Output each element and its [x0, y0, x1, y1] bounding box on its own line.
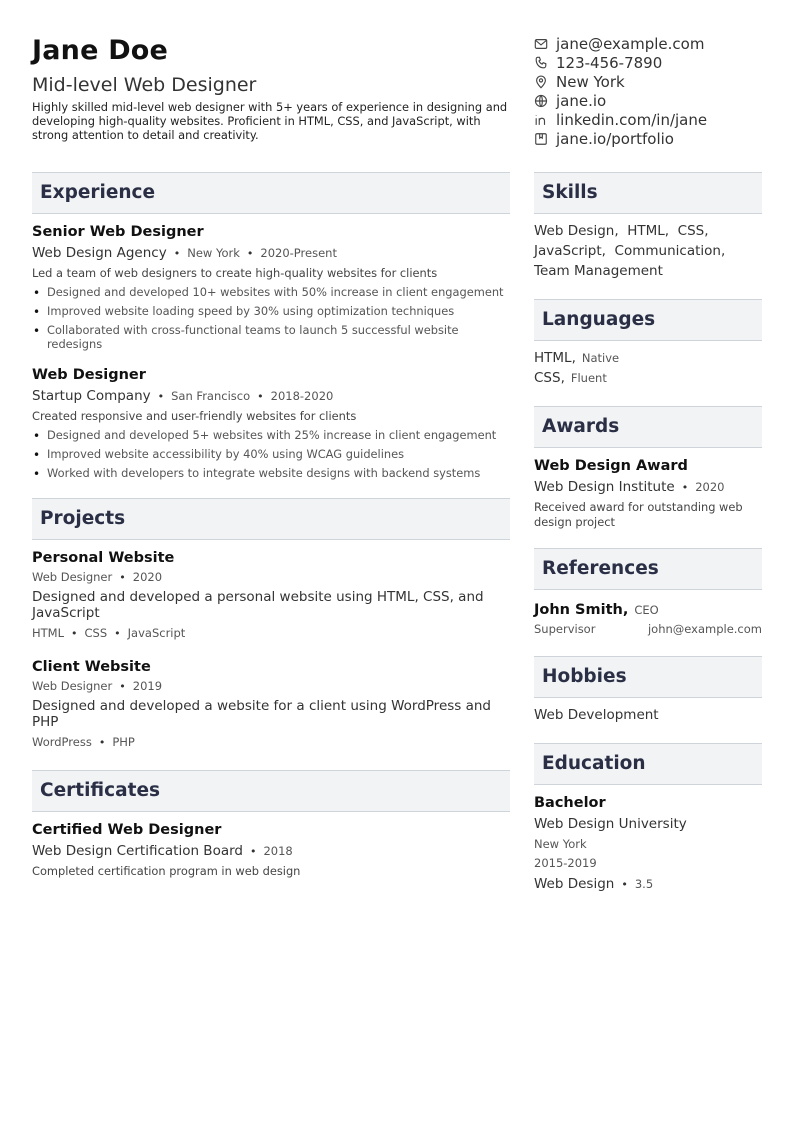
language-name: CSS — [534, 370, 561, 386]
contact-location-text: New York — [556, 72, 625, 91]
separator-dot: • — [114, 627, 121, 640]
separator-dot: • — [71, 627, 78, 640]
linkedin-icon — [534, 113, 548, 127]
languages-section — [534, 299, 762, 388]
candidate-headline: Mid-level Web Designer — [32, 74, 257, 96]
separator-dot: • — [98, 736, 106, 749]
reference-name-line: John Smith, CEO — [534, 602, 659, 618]
contact-location — [534, 72, 762, 91]
project-tag: JavaScript — [127, 626, 186, 640]
hobbies-heading: Hobbies — [534, 656, 762, 698]
languages-list — [534, 348, 762, 388]
education-field: Web Design — [534, 876, 615, 892]
highlight-item: • Improved website loading speed by 30% using optimization techniques — [32, 304, 510, 318]
project-item — [32, 549, 510, 643]
separator-dot: • — [119, 680, 126, 693]
references-section — [534, 548, 762, 638]
projects-section — [32, 498, 510, 752]
highlight-item: • Collaborated with cross-functional teams to launch 5 successful website redesigns — [32, 323, 510, 351]
portfolio-icon — [534, 132, 548, 146]
project-tags — [32, 733, 510, 752]
header-left — [32, 34, 510, 148]
skills-section — [534, 172, 762, 281]
separator-dot: • — [621, 878, 628, 891]
resume-columns — [32, 172, 762, 913]
award-awarder: Web Design Institute — [534, 479, 675, 495]
project-year: 2020 — [132, 570, 163, 584]
reference-name: John Smith — [534, 602, 623, 618]
project-item — [32, 658, 510, 752]
project-tag: CSS — [84, 626, 108, 640]
reference-role: CEO — [634, 603, 659, 617]
job-summary: Led a team of web designers to create high-quality websites for clients — [32, 266, 438, 280]
education-date: 2015-2019 — [534, 856, 597, 870]
experience-item — [32, 366, 510, 480]
separator-dot: • — [257, 390, 264, 403]
award-awarder-line — [534, 477, 762, 498]
award-name: Web Design Award — [534, 458, 688, 474]
globe-icon — [534, 94, 548, 108]
separator-dot: • — [681, 481, 689, 494]
job-location: San Francisco — [171, 389, 251, 403]
sidebar-column — [534, 172, 762, 913]
certificate-issuer-line — [32, 841, 510, 862]
contact-website[interactable] — [534, 91, 762, 110]
separator-dot: • — [246, 247, 254, 260]
separator-dot: • — [119, 571, 126, 584]
project-name: Client Website — [32, 659, 151, 675]
education-location: New York — [534, 837, 587, 851]
award-item — [534, 457, 762, 530]
education-degree: Bachelor — [534, 795, 606, 811]
project-year: 2019 — [132, 679, 163, 693]
project-name: Personal Website — [32, 550, 175, 566]
contact-portfolio-text[interactable]: jane.io/portfolio — [556, 129, 674, 148]
job-summary: Created responsive and user-friendly websites for clients — [32, 409, 357, 423]
highlight-item: • Designed and developed 10+ websites with 50% increase in client engagement — [32, 285, 510, 299]
contact-phone[interactable] — [534, 53, 762, 72]
skill-item: CSS — [677, 223, 705, 239]
education-institution: Web Design University — [534, 816, 687, 832]
education-heading: Education — [534, 743, 762, 785]
contact-linkedin[interactable] — [534, 110, 762, 129]
language-item: CSS, Fluent — [534, 370, 607, 386]
awards-heading: Awards — [534, 406, 762, 448]
project-meta — [32, 677, 510, 696]
project-description: Designed and developed a personal website using HTML, CSS, and JavaScript — [32, 589, 484, 621]
reference-details — [534, 620, 762, 638]
certificate-item — [32, 821, 510, 879]
skill-item: Team Management — [534, 263, 663, 279]
separator-dot: • — [173, 247, 181, 260]
education-field-line — [534, 874, 762, 895]
experience-heading: Experience — [32, 172, 510, 214]
project-tag: HTML — [32, 626, 65, 640]
certificates-heading: Certificates — [32, 770, 510, 812]
reference-email[interactable]: john@example.com — [647, 622, 762, 636]
candidate-summary: Highly skilled mid-level web designer with 5+ years of experience in designing and developing high-quality websites. Proficient in HTML, CSS, and JavaScript, with strong attention to detail and creativity. — [32, 100, 508, 142]
job-company: Web Design Agency — [32, 245, 167, 261]
certificate-year: 2018 — [263, 844, 293, 858]
skill-item: JavaScript — [534, 243, 602, 259]
contact-list — [534, 34, 762, 148]
resume-header — [32, 34, 762, 148]
skill-item: HTML — [627, 223, 665, 239]
skill-item: Communication — [614, 243, 721, 259]
job-date: 2020-Present — [260, 246, 337, 260]
project-meta — [32, 568, 510, 587]
education-score: 3.5 — [634, 877, 654, 891]
job-highlights — [32, 428, 510, 480]
job-company-line — [32, 386, 510, 407]
project-role: Web Designer — [32, 679, 113, 693]
project-tags — [32, 624, 510, 643]
skills-list: Web Design, HTML, CSS, JavaScript, Communication, Team Management — [534, 223, 726, 279]
separator-dot: • — [157, 390, 165, 403]
mail-icon — [534, 37, 548, 51]
project-role: Web Designer — [32, 570, 113, 584]
job-company: Startup Company — [32, 388, 151, 404]
skills-heading: Skills — [534, 172, 762, 214]
skill-item: Web Design — [534, 223, 615, 239]
location-pin-icon — [534, 75, 548, 89]
phone-icon — [534, 56, 548, 70]
project-tag: WordPress — [32, 735, 92, 749]
languages-heading: Languages — [534, 299, 762, 341]
contact-phone-text[interactable]: 123-456-7890 — [556, 53, 663, 72]
contact-email-text[interactable]: jane@example.com — [556, 34, 705, 53]
reference-relation: Supervisor — [534, 622, 596, 636]
job-position: Senior Web Designer — [32, 224, 204, 240]
certificate-name: Certified Web Designer — [32, 822, 222, 838]
education-section — [534, 743, 762, 895]
language-level: Fluent — [570, 371, 607, 385]
main-column — [32, 172, 510, 913]
certificates-section — [32, 770, 510, 879]
certificate-description: Completed certification program in web design — [32, 864, 301, 878]
certificate-issuer: Web Design Certification Board — [32, 843, 243, 859]
job-company-line — [32, 243, 510, 264]
job-highlights — [32, 285, 510, 351]
highlight-item: • Designed and developed 5+ websites with 25% increase in client engagement — [32, 428, 510, 442]
language-level: Native — [581, 351, 620, 365]
contact-website-text[interactable]: jane.io — [556, 91, 607, 110]
hobby-item: Web Development — [534, 707, 659, 723]
contact-email[interactable] — [534, 34, 762, 53]
separator-dot: • — [249, 845, 257, 858]
hobbies-list — [534, 705, 762, 725]
awards-section — [534, 406, 762, 530]
job-date: 2018-2020 — [270, 389, 334, 403]
reference-item — [534, 599, 762, 638]
project-description: Designed and developed a website for a client using WordPress and PHP — [32, 698, 491, 730]
contact-portfolio[interactable] — [534, 129, 762, 148]
award-description: Received award for outstanding web design project — [534, 500, 743, 529]
project-tag: PHP — [112, 735, 135, 749]
contact-linkedin-text[interactable]: linkedin.com/in/jane — [556, 110, 708, 129]
experience-section — [32, 172, 510, 480]
job-location: New York — [187, 246, 240, 260]
award-year: 2020 — [695, 480, 725, 494]
language-name: HTML — [534, 350, 572, 366]
highlight-item: • Improved website accessibility by 40% using WCAG guidelines — [32, 447, 510, 461]
experience-item — [32, 223, 510, 351]
candidate-name: Jane Doe — [32, 35, 169, 66]
resume-page — [32, 34, 762, 913]
references-heading: References — [534, 548, 762, 590]
highlight-item: • Worked with developers to integrate website designs with backend systems — [32, 466, 510, 480]
language-item: HTML, Native — [534, 350, 620, 366]
education-item — [534, 794, 762, 895]
job-position: Web Designer — [32, 367, 146, 383]
projects-heading: Projects — [32, 498, 510, 540]
hobbies-section — [534, 656, 762, 725]
